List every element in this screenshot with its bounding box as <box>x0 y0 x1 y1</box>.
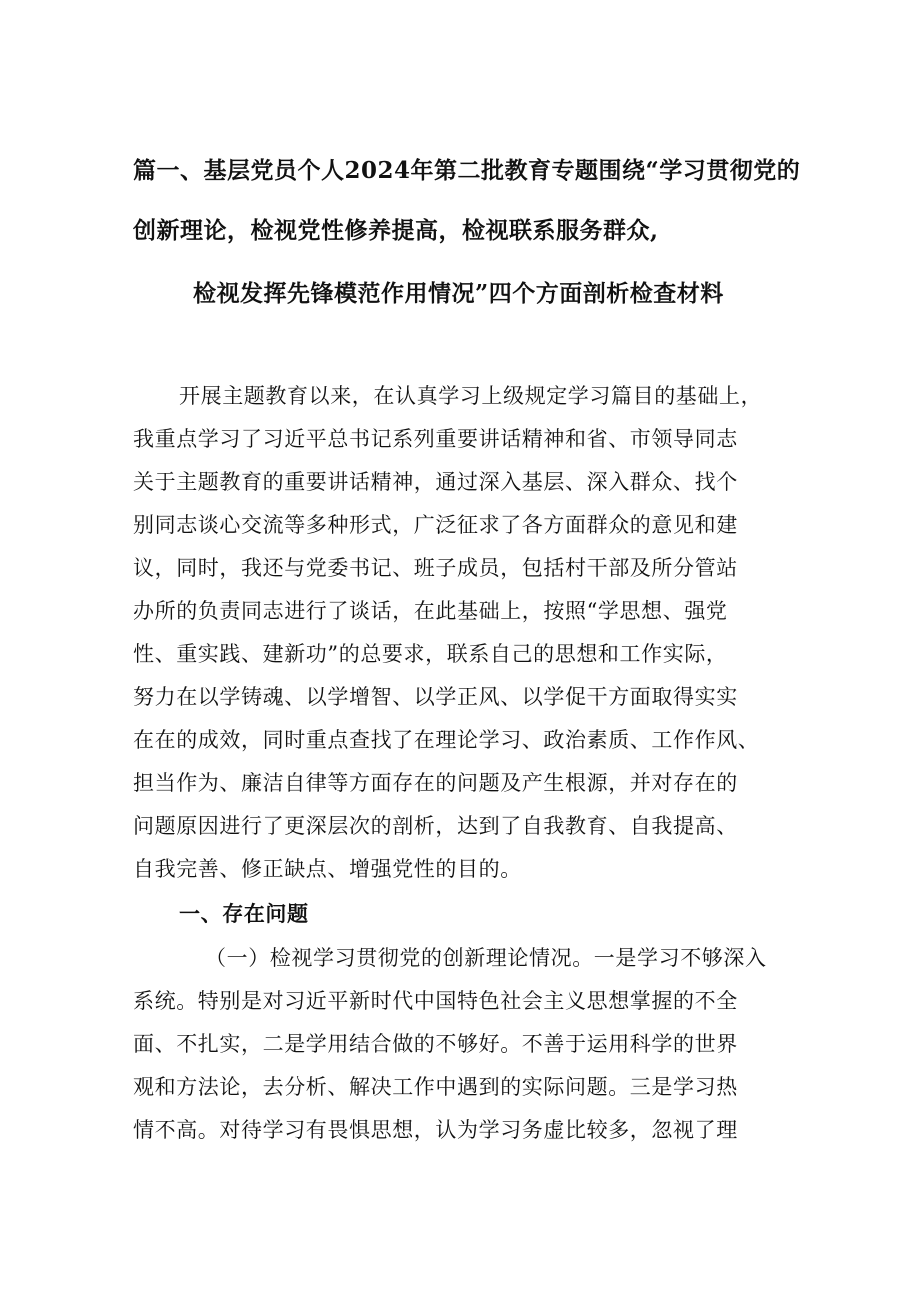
paragraph-line: 开展主题教育以来，在认真学习上级规定学习篇目的基础上， <box>179 384 763 408</box>
document-title-line-2: 创新理论，检视党性修养提高，检视联系服务群众, <box>133 217 659 244</box>
section-heading: 一、存在问题 <box>179 901 309 926</box>
paragraph-line: 关于主题教育的重要讲话精神，通过深入基层、深入群众、找个 <box>133 470 738 494</box>
paragraph-line: 办所的负责同志进行了谈话，在此基础上，按照“学思想、强党 <box>133 599 728 623</box>
paragraph-line: （一）检视学习贯彻党的创新理论情况。一是学习不够深入 <box>205 946 767 970</box>
document-title-line-1: 篇一、基层党员个人2024年第二批教育专题围绕“学习贯彻党的 <box>133 157 801 184</box>
paragraph-line: 努力在以学铸魂、以学增智、以学正风、以学促干方面取得实实 <box>133 685 738 709</box>
paragraph-line: 别同志谈心交流等多种形式，广泛征求了各方面群众的意见和建 <box>133 513 738 537</box>
paragraph-line: 我重点学习了习近平总书记系列重要讲话精神和省、市领导同志 <box>133 427 738 451</box>
paragraph-line: 性、重实践、建新功”的总要求，联系自己的思想和工作实际， <box>133 642 728 666</box>
paragraph-line: 情不高。对待学习有畏惧思想，认为学习务虚比较多，忽视了理 <box>133 1118 738 1142</box>
paragraph-line: 自我完善、修正缺点、增强党性的目的。 <box>133 857 522 881</box>
paragraph-line: 担当作为、廉洁自律等方面存在的问题及产生根源，并对存在的 <box>133 771 738 795</box>
paragraph-line: 问题原因进行了更深层次的剖析，达到了自我教育、自我提高、 <box>133 814 738 838</box>
paragraph-line: 观和方法论，去分析、解决工作中遇到的实际问题。三是学习热 <box>133 1075 738 1099</box>
paragraph-line: 系统。特别是对习近平新时代中国特色社会主义思想掌握的不全 <box>133 989 738 1013</box>
paragraph-line: 面、不扎实，二是学用结合做的不够好。不善于运用科学的世界 <box>133 1032 738 1056</box>
paragraph-line: 议，同时，我还与党委书记、班子成员，包括村干部及所分管站 <box>133 556 738 580</box>
paragraph-line: 在在的成效，同时重点查找了在理论学习、政治素质、工作作风、 <box>133 728 760 752</box>
document-title-line-3: 检视发挥先锋模范作用情况”四个方面剖析检查材料 <box>193 280 724 307</box>
